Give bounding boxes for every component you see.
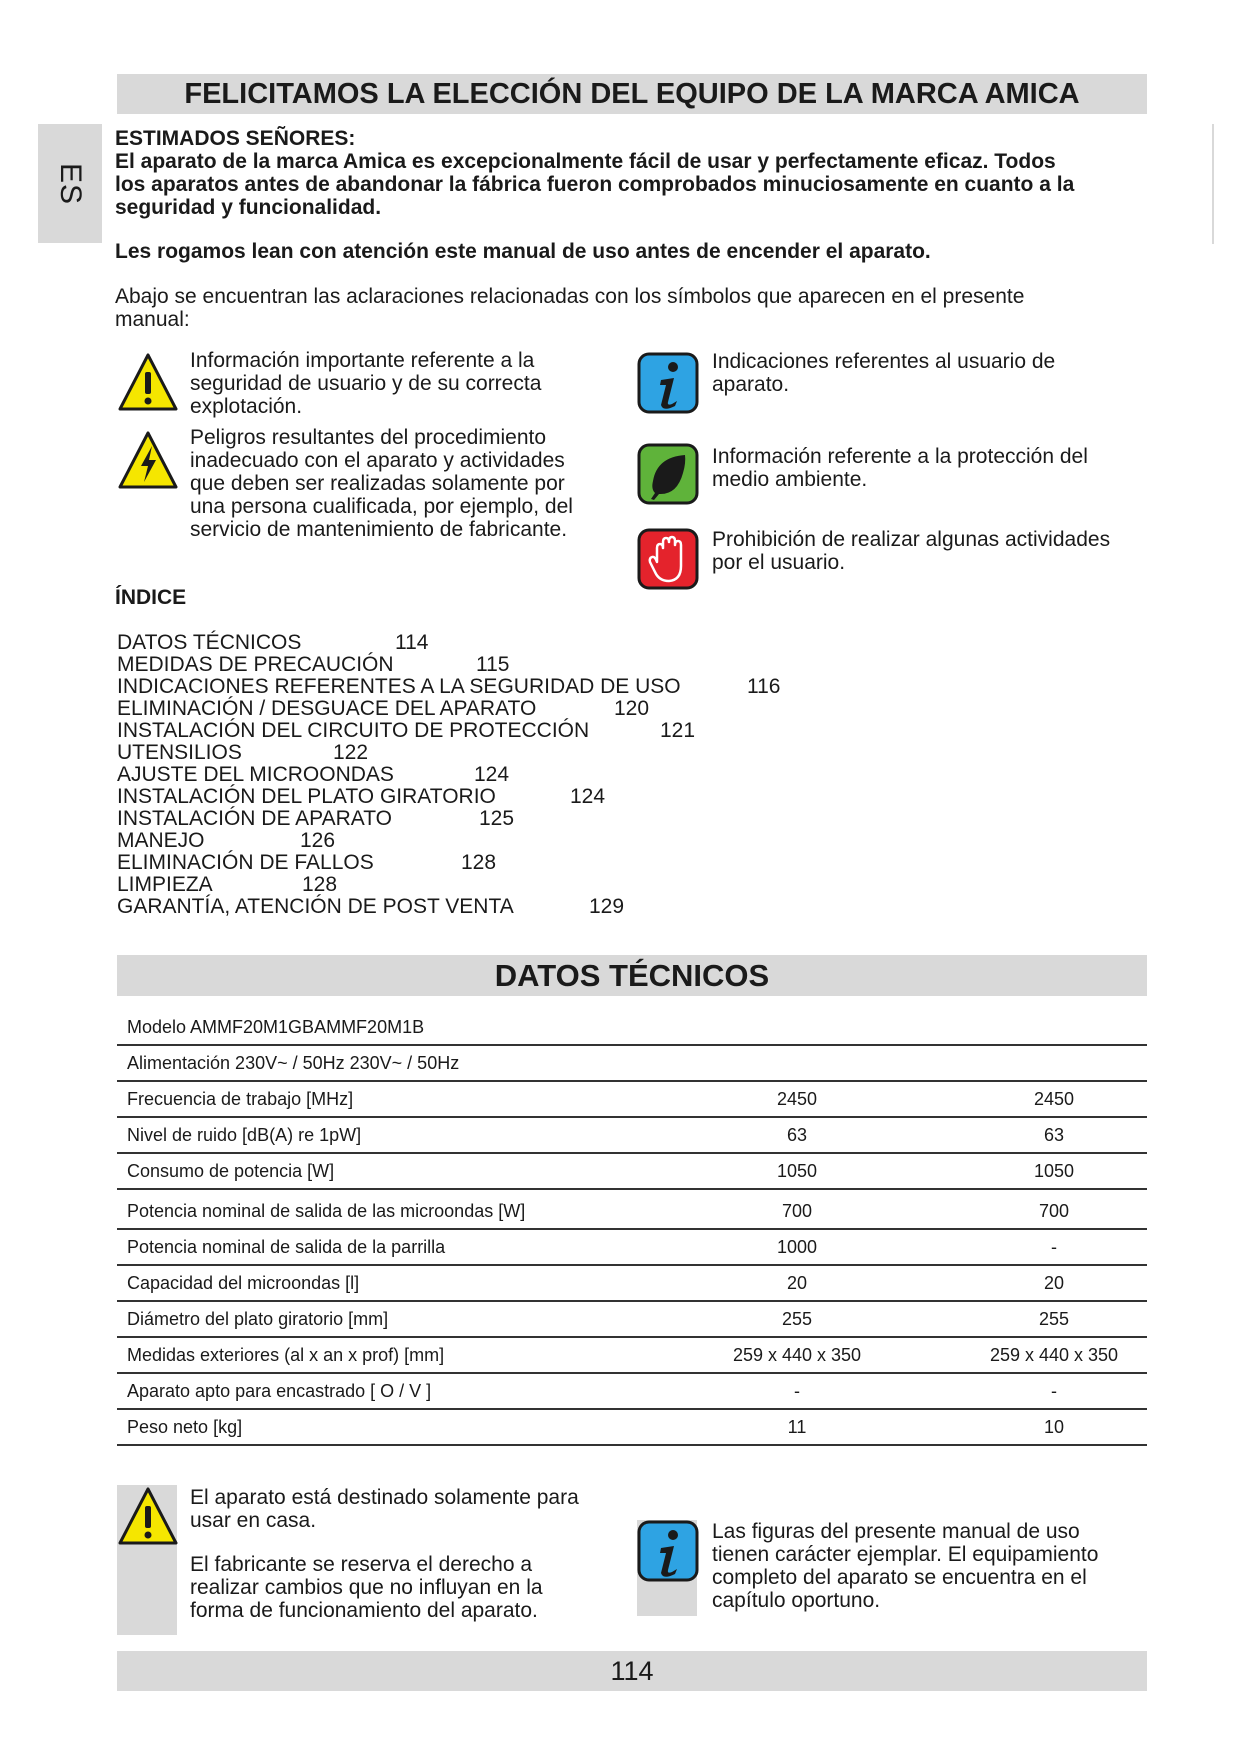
toc-page: 120 — [614, 697, 650, 720]
spec-value-1: 1050 — [776, 1161, 818, 1181]
table-row — [117, 1339, 1147, 1374]
home-use-line-2: usar en casa. — [190, 1509, 317, 1532]
danger-line-5: servicio de mantenimiento de fabricante. — [190, 518, 568, 541]
toc-item — [117, 895, 625, 918]
figures-line-1: Las figuras del presente manual de uso — [712, 1520, 1080, 1543]
warning-icon — [117, 1486, 179, 1548]
spec-value-1: 2450 — [776, 1089, 818, 1109]
spec-label: Diámetro del plato giratorio [mm] — [127, 1309, 389, 1329]
toc-label: INSTALACIÓN DEL PLATO GIRATORIO — [117, 785, 496, 808]
toc-label: UTENSILIOS — [117, 741, 242, 764]
eco-line-1: Información referente a la protección del — [712, 445, 1088, 468]
spec-label: Frecuencia de trabajo [MHz] — [127, 1089, 354, 1109]
index-heading: ÍNDICE — [115, 586, 187, 609]
symbols-explanation — [115, 285, 1024, 331]
table-row — [117, 1267, 1147, 1302]
warning-line-1: Información importante referente a la — [190, 349, 535, 372]
toc-item — [117, 653, 510, 676]
spec-value-2: 1050 — [1033, 1161, 1075, 1181]
toc-item — [117, 763, 510, 786]
prohibit-line-2: por el usuario. — [712, 551, 846, 574]
eco-line-2: medio ambiente. — [712, 468, 868, 491]
toc-page: 122 — [333, 741, 369, 764]
warning-line-2: seguridad de usuario y de su correcta — [190, 372, 542, 395]
toc-item — [117, 873, 338, 896]
toc-label: INDICACIONES REFERENTES A LA SEGURIDAD DE USO — [117, 675, 681, 698]
toc-page: 124 — [474, 763, 510, 786]
toc-page: 121 — [660, 719, 696, 742]
toc-label: INSTALACIÓN DE APARATO — [117, 807, 393, 830]
spec-label: Capacidad del microondas [l] — [127, 1273, 360, 1293]
info-icon — [637, 1520, 699, 1582]
table-row — [117, 1411, 1147, 1446]
intro-paragraph — [115, 150, 1135, 219]
danger-line-3: que deben ser realizadas solamente por — [190, 472, 565, 495]
spec-value-2: 700 — [1038, 1201, 1070, 1221]
toc-page: 129 — [589, 895, 625, 918]
spec-label: Medidas exteriores (al x an x prof) [mm] — [127, 1345, 445, 1365]
table-row — [117, 1083, 1147, 1118]
toc-item — [117, 807, 515, 830]
leaf-icon — [637, 443, 699, 505]
prohibit-description — [712, 528, 1110, 574]
toc-page: 126 — [300, 829, 336, 852]
table-row — [117, 1231, 1147, 1266]
maker-line-1: El fabricante se reserva el derecho a — [190, 1553, 533, 1576]
toc-label: ELIMINACIÓN / DESGUACE DEL APARATO — [117, 697, 537, 720]
language-code: ES — [54, 162, 87, 205]
spec-value-1: 11 — [787, 1417, 807, 1437]
table-row — [117, 1155, 1147, 1190]
spec-value-2: - — [1051, 1381, 1057, 1401]
danger-description — [190, 426, 573, 541]
read-manual-notice: Les rogamos lean con atención este manual de uso antes de encender el aparato. — [115, 240, 931, 263]
spec-value-2: 259 x 440 x 350 — [989, 1345, 1119, 1365]
toc-page: 115 — [476, 653, 510, 676]
info-description — [712, 350, 1055, 396]
hand-stop-icon — [637, 528, 699, 590]
toc-page: 116 — [747, 675, 781, 698]
maker-line-2: realizar cambios que no influyan en la — [190, 1576, 543, 1599]
electric-hazard-icon — [117, 430, 179, 492]
toc-item — [117, 829, 336, 852]
language-tab — [38, 124, 102, 243]
toc-item — [117, 851, 497, 874]
eco-description — [712, 445, 1088, 491]
table-row — [117, 1047, 1147, 1082]
toc-label: MANEJO — [117, 829, 205, 852]
figures-line-2: tienen carácter ejemplar. El equipamiento — [712, 1543, 1099, 1566]
toc-item — [117, 785, 606, 808]
spec-label: Modelo AMMF20M1GBAMMF20M1B — [127, 1017, 425, 1037]
spec-label: Nivel de ruido [dB(A) re 1pW] — [127, 1125, 362, 1145]
intro-line-3: seguridad y funcionalidad. — [115, 196, 382, 219]
table-row — [117, 1119, 1147, 1154]
warning-description — [190, 349, 541, 418]
toc-label: AJUSTE DEL MICROONDAS — [117, 763, 394, 786]
info-line-2: aparato. — [712, 373, 790, 396]
symbols-explanation-line-2: manual: — [115, 308, 190, 331]
greeting: ESTIMADOS SEÑORES: — [115, 127, 356, 150]
warning-icon — [117, 352, 179, 414]
spec-label: Potencia nominal de salida de la parrilla — [127, 1237, 446, 1257]
toc-item — [117, 675, 781, 698]
prohibit-line-1: Prohibición de realizar algunas actividades — [712, 528, 1111, 551]
spec-value-1: 63 — [786, 1125, 808, 1145]
intro-line-1: El aparato de la marca Amica es excepcionalmente fácil de usar y perfectamente eficaz. Todos — [115, 150, 1056, 173]
info-icon — [637, 352, 699, 414]
toc-label: MEDIDAS DE PRECAUCIÓN — [117, 653, 394, 676]
toc-page: 128 — [302, 873, 338, 896]
spec-value-1: 259 x 440 x 350 — [732, 1345, 862, 1365]
spec-label: Alimentación 230V~ / 50Hz 230V~ / 50Hz — [127, 1053, 460, 1073]
danger-line-1: Peligros resultantes del procedimiento — [190, 426, 547, 449]
toc-label: INSTALACIÓN DEL CIRCUITO DE PROTECCIÓN — [117, 719, 590, 742]
toc-label: ELIMINACIÓN DE FALLOS — [117, 851, 374, 874]
spec-value-2: 20 — [1043, 1273, 1065, 1293]
toc-page: 128 — [461, 851, 497, 874]
toc-page: 125 — [479, 807, 515, 830]
figures-line-4: capítulo oportuno. — [712, 1589, 881, 1612]
spec-label: Consumo de potencia [W] — [127, 1161, 335, 1181]
manufacturer-changes-note — [190, 1553, 543, 1622]
page-number: 114 — [117, 1651, 1147, 1691]
toc-page: 124 — [570, 785, 606, 808]
spec-value-2: 10 — [1043, 1417, 1065, 1437]
table-row — [117, 1011, 1147, 1046]
toc-item — [117, 631, 429, 654]
warning-line-3: explotación. — [190, 395, 303, 418]
toc-label: LIMPIEZA — [117, 873, 213, 896]
toc-label: GARANTÍA, ATENCIÓN DE POST VENTA — [117, 895, 514, 918]
info-line-1: Indicaciones referentes al usuario de — [712, 350, 1056, 373]
spec-value-1: - — [794, 1381, 800, 1401]
home-use-line-1: El aparato está destinado solamente para — [190, 1486, 579, 1509]
home-use-note — [190, 1486, 579, 1532]
symbols-explanation-line-1: Abajo se encuentran las aclaraciones relacionadas con los símbolos que aparecen en el presente — [115, 285, 1025, 308]
table-row — [117, 1303, 1147, 1338]
intro-line-2: los aparatos antes de abandonar la fábrica fueron comprobados minuciosamente en cuanto a la — [115, 173, 1075, 196]
spec-value-2: 63 — [1043, 1125, 1065, 1145]
section-title-datos-tecnicos: DATOS TÉCNICOS — [117, 955, 1147, 996]
spec-value-2: 2450 — [1033, 1089, 1075, 1109]
toc-label: DATOS TÉCNICOS — [117, 631, 302, 654]
toc-item — [117, 719, 696, 742]
table-row — [117, 1375, 1147, 1410]
spec-value-2: 255 — [1038, 1309, 1070, 1329]
danger-line-2: inadecuado con el aparato y actividades — [190, 449, 565, 472]
toc-page: 114 — [395, 631, 429, 654]
spec-value-1: 20 — [786, 1273, 808, 1293]
page-title: FELICITAMOS LA ELECCIÓN DEL EQUIPO DE LA MARCA AMICA — [117, 74, 1147, 114]
danger-line-4: una persona cualificada, por ejemplo, del — [190, 495, 573, 518]
spec-value-1: 1000 — [776, 1237, 818, 1257]
spec-value-2: - — [1051, 1237, 1057, 1257]
table-row — [117, 1191, 1147, 1230]
spec-value-1: 700 — [781, 1201, 813, 1221]
spec-label: Potencia nominal de salida de las microondas [W] — [127, 1201, 526, 1221]
right-margin-line — [1212, 124, 1214, 244]
spec-value-1: 255 — [781, 1309, 813, 1329]
spec-label: Aparato apto para encastrado [ O / V ] — [127, 1381, 432, 1401]
figures-line-3: completo del aparato se encuentra en el — [712, 1566, 1087, 1589]
figures-note — [712, 1520, 1098, 1612]
toc-item — [117, 697, 650, 720]
maker-line-3: forma de funcionamiento del aparato. — [190, 1599, 538, 1622]
toc-item — [117, 741, 369, 764]
spec-label: Peso neto [kg] — [127, 1417, 243, 1437]
